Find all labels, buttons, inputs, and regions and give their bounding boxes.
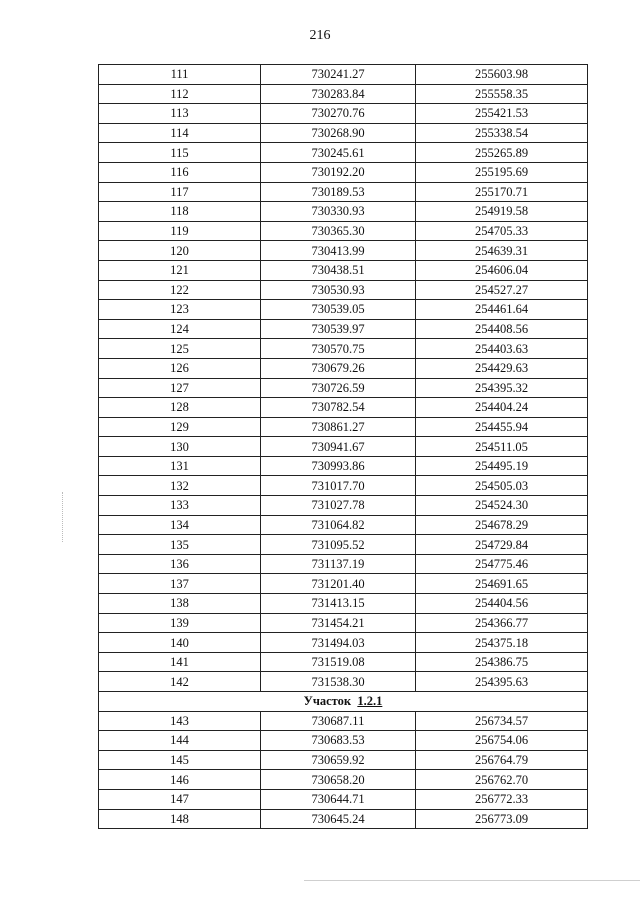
point-number-cell: 146	[99, 770, 261, 790]
table-row	[99, 750, 588, 770]
point-number-cell: 133	[99, 496, 261, 516]
x-coordinate-cell: 730283.84	[261, 84, 416, 104]
point-number-cell: 113	[99, 104, 261, 124]
x-coordinate-cell: 730270.76	[261, 104, 416, 124]
coordinates-table	[98, 64, 588, 829]
table-row	[99, 554, 588, 574]
point-number-cell: 121	[99, 260, 261, 280]
point-number-cell: 126	[99, 358, 261, 378]
x-coordinate-cell: 730683.53	[261, 731, 416, 751]
table-row	[99, 378, 588, 398]
y-coordinate-cell: 254366.77	[416, 613, 588, 633]
section-prefix: Участок	[303, 694, 352, 709]
table-row	[99, 496, 588, 516]
table-row	[99, 535, 588, 555]
point-number-cell: 134	[99, 515, 261, 535]
y-coordinate-cell: 256762.70	[416, 770, 588, 790]
y-coordinate-cell: 254429.63	[416, 358, 588, 378]
table-row	[99, 437, 588, 457]
table-row	[99, 280, 588, 300]
section-id: 1.2.1	[357, 694, 383, 709]
table-row	[99, 672, 588, 692]
y-coordinate-cell: 254395.32	[416, 378, 588, 398]
table-row	[99, 633, 588, 653]
point-number-cell: 137	[99, 574, 261, 594]
y-coordinate-cell: 254919.58	[416, 202, 588, 222]
point-number-cell: 143	[99, 711, 261, 731]
x-coordinate-cell: 731413.15	[261, 594, 416, 614]
x-coordinate-cell: 730413.99	[261, 241, 416, 261]
x-coordinate-cell: 730192.20	[261, 162, 416, 182]
page-number: 216	[309, 28, 331, 43]
x-coordinate-cell: 730658.20	[261, 770, 416, 790]
y-coordinate-cell: 254404.24	[416, 398, 588, 418]
point-number-cell: 117	[99, 182, 261, 202]
point-number-cell: 127	[99, 378, 261, 398]
point-number-cell: 141	[99, 652, 261, 672]
x-coordinate-cell: 731519.08	[261, 652, 416, 672]
table-row	[99, 652, 588, 672]
table-row	[99, 241, 588, 261]
table-row	[99, 162, 588, 182]
section-header-row	[99, 692, 588, 712]
x-coordinate-cell: 730570.75	[261, 339, 416, 359]
table-row	[99, 456, 588, 476]
y-coordinate-cell: 254678.29	[416, 515, 588, 535]
point-number-cell: 125	[99, 339, 261, 359]
table-row	[99, 182, 588, 202]
table-row	[99, 84, 588, 104]
y-coordinate-cell: 254691.65	[416, 574, 588, 594]
table-row	[99, 809, 588, 829]
x-coordinate-cell: 731538.30	[261, 672, 416, 692]
point-number-cell: 138	[99, 594, 261, 614]
point-number-cell: 142	[99, 672, 261, 692]
table-row	[99, 731, 588, 751]
y-coordinate-cell: 255195.69	[416, 162, 588, 182]
x-coordinate-cell: 730539.97	[261, 319, 416, 339]
table-row	[99, 770, 588, 790]
x-coordinate-cell: 731095.52	[261, 535, 416, 555]
x-coordinate-cell: 730644.71	[261, 789, 416, 809]
bottom-edge-line	[304, 880, 640, 881]
table-row	[99, 417, 588, 437]
point-number-cell: 119	[99, 221, 261, 241]
y-coordinate-cell: 256734.57	[416, 711, 588, 731]
x-coordinate-cell: 730687.11	[261, 711, 416, 731]
y-coordinate-cell: 254455.94	[416, 417, 588, 437]
y-coordinate-cell: 254386.75	[416, 652, 588, 672]
margin-mark	[62, 492, 64, 542]
point-number-cell: 112	[99, 84, 261, 104]
point-number-cell: 114	[99, 123, 261, 143]
table-row	[99, 143, 588, 163]
point-number-cell: 123	[99, 300, 261, 320]
table-row	[99, 104, 588, 124]
x-coordinate-cell: 731454.21	[261, 613, 416, 633]
y-coordinate-cell: 256773.09	[416, 809, 588, 829]
x-coordinate-cell: 730438.51	[261, 260, 416, 280]
x-coordinate-cell: 730268.90	[261, 123, 416, 143]
point-number-cell: 145	[99, 750, 261, 770]
x-coordinate-cell: 730993.86	[261, 456, 416, 476]
x-coordinate-cell: 730679.26	[261, 358, 416, 378]
table-row	[99, 319, 588, 339]
point-number-cell: 128	[99, 398, 261, 418]
point-number-cell: 136	[99, 554, 261, 574]
table-row	[99, 515, 588, 535]
y-coordinate-cell: 254404.56	[416, 594, 588, 614]
y-coordinate-cell: 254527.27	[416, 280, 588, 300]
y-coordinate-cell: 254775.46	[416, 554, 588, 574]
point-number-cell: 139	[99, 613, 261, 633]
point-number-cell: 118	[99, 202, 261, 222]
y-coordinate-cell: 254375.18	[416, 633, 588, 653]
table-row	[99, 358, 588, 378]
table-row	[99, 574, 588, 594]
point-number-cell: 144	[99, 731, 261, 751]
x-coordinate-cell: 731494.03	[261, 633, 416, 653]
table-row	[99, 202, 588, 222]
point-number-cell: 116	[99, 162, 261, 182]
table-row	[99, 123, 588, 143]
y-coordinate-cell: 254524.30	[416, 496, 588, 516]
rows-after-section	[99, 711, 588, 829]
y-coordinate-cell: 254606.04	[416, 260, 588, 280]
point-number-cell: 129	[99, 417, 261, 437]
x-coordinate-cell: 730365.30	[261, 221, 416, 241]
y-coordinate-cell: 254395.63	[416, 672, 588, 692]
y-coordinate-cell: 255338.54	[416, 123, 588, 143]
table-row	[99, 260, 588, 280]
x-coordinate-cell: 730726.59	[261, 378, 416, 398]
y-coordinate-cell: 256772.33	[416, 789, 588, 809]
point-number-cell: 115	[99, 143, 261, 163]
section-header-cell	[99, 692, 588, 712]
y-coordinate-cell: 256764.79	[416, 750, 588, 770]
y-coordinate-cell: 255170.71	[416, 182, 588, 202]
y-coordinate-cell: 256754.06	[416, 731, 588, 751]
point-number-cell: 131	[99, 456, 261, 476]
y-coordinate-cell: 254505.03	[416, 476, 588, 496]
y-coordinate-cell: 254408.56	[416, 319, 588, 339]
table-row	[99, 594, 588, 614]
table-row	[99, 789, 588, 809]
x-coordinate-cell: 730941.67	[261, 437, 416, 457]
x-coordinate-cell: 731137.19	[261, 554, 416, 574]
point-number-cell: 132	[99, 476, 261, 496]
table-row	[99, 339, 588, 359]
point-number-cell: 135	[99, 535, 261, 555]
x-coordinate-cell: 730659.92	[261, 750, 416, 770]
point-number-cell: 130	[99, 437, 261, 457]
x-coordinate-cell: 731201.40	[261, 574, 416, 594]
y-coordinate-cell: 254495.19	[416, 456, 588, 476]
x-coordinate-cell: 730241.27	[261, 65, 416, 85]
table-row	[99, 65, 588, 85]
x-coordinate-cell: 731064.82	[261, 515, 416, 535]
y-coordinate-cell: 255421.53	[416, 104, 588, 124]
x-coordinate-cell: 731027.78	[261, 496, 416, 516]
section-header-group	[99, 692, 588, 712]
point-number-cell: 148	[99, 809, 261, 829]
x-coordinate-cell: 730330.93	[261, 202, 416, 222]
x-coordinate-cell: 731017.70	[261, 476, 416, 496]
point-number-cell: 122	[99, 280, 261, 300]
y-coordinate-cell: 254639.31	[416, 241, 588, 261]
y-coordinate-cell: 254403.63	[416, 339, 588, 359]
table-row	[99, 613, 588, 633]
table-row	[99, 398, 588, 418]
point-number-cell: 140	[99, 633, 261, 653]
y-coordinate-cell: 255558.35	[416, 84, 588, 104]
x-coordinate-cell: 730245.61	[261, 143, 416, 163]
table-row	[99, 476, 588, 496]
x-coordinate-cell: 730530.93	[261, 280, 416, 300]
point-number-cell: 124	[99, 319, 261, 339]
x-coordinate-cell: 730189.53	[261, 182, 416, 202]
x-coordinate-cell: 730645.24	[261, 809, 416, 829]
y-coordinate-cell: 255603.98	[416, 65, 588, 85]
x-coordinate-cell: 730861.27	[261, 417, 416, 437]
y-coordinate-cell: 255265.89	[416, 143, 588, 163]
y-coordinate-cell: 254705.33	[416, 221, 588, 241]
x-coordinate-cell: 730782.54	[261, 398, 416, 418]
y-coordinate-cell: 254729.84	[416, 535, 588, 555]
y-coordinate-cell: 254461.64	[416, 300, 588, 320]
rows-before-section	[99, 65, 588, 692]
y-coordinate-cell: 254511.05	[416, 437, 588, 457]
point-number-cell: 120	[99, 241, 261, 261]
table-row	[99, 300, 588, 320]
point-number-cell: 147	[99, 789, 261, 809]
x-coordinate-cell: 730539.05	[261, 300, 416, 320]
point-number-cell: 111	[99, 65, 261, 85]
table-row	[99, 711, 588, 731]
table-row	[99, 221, 588, 241]
